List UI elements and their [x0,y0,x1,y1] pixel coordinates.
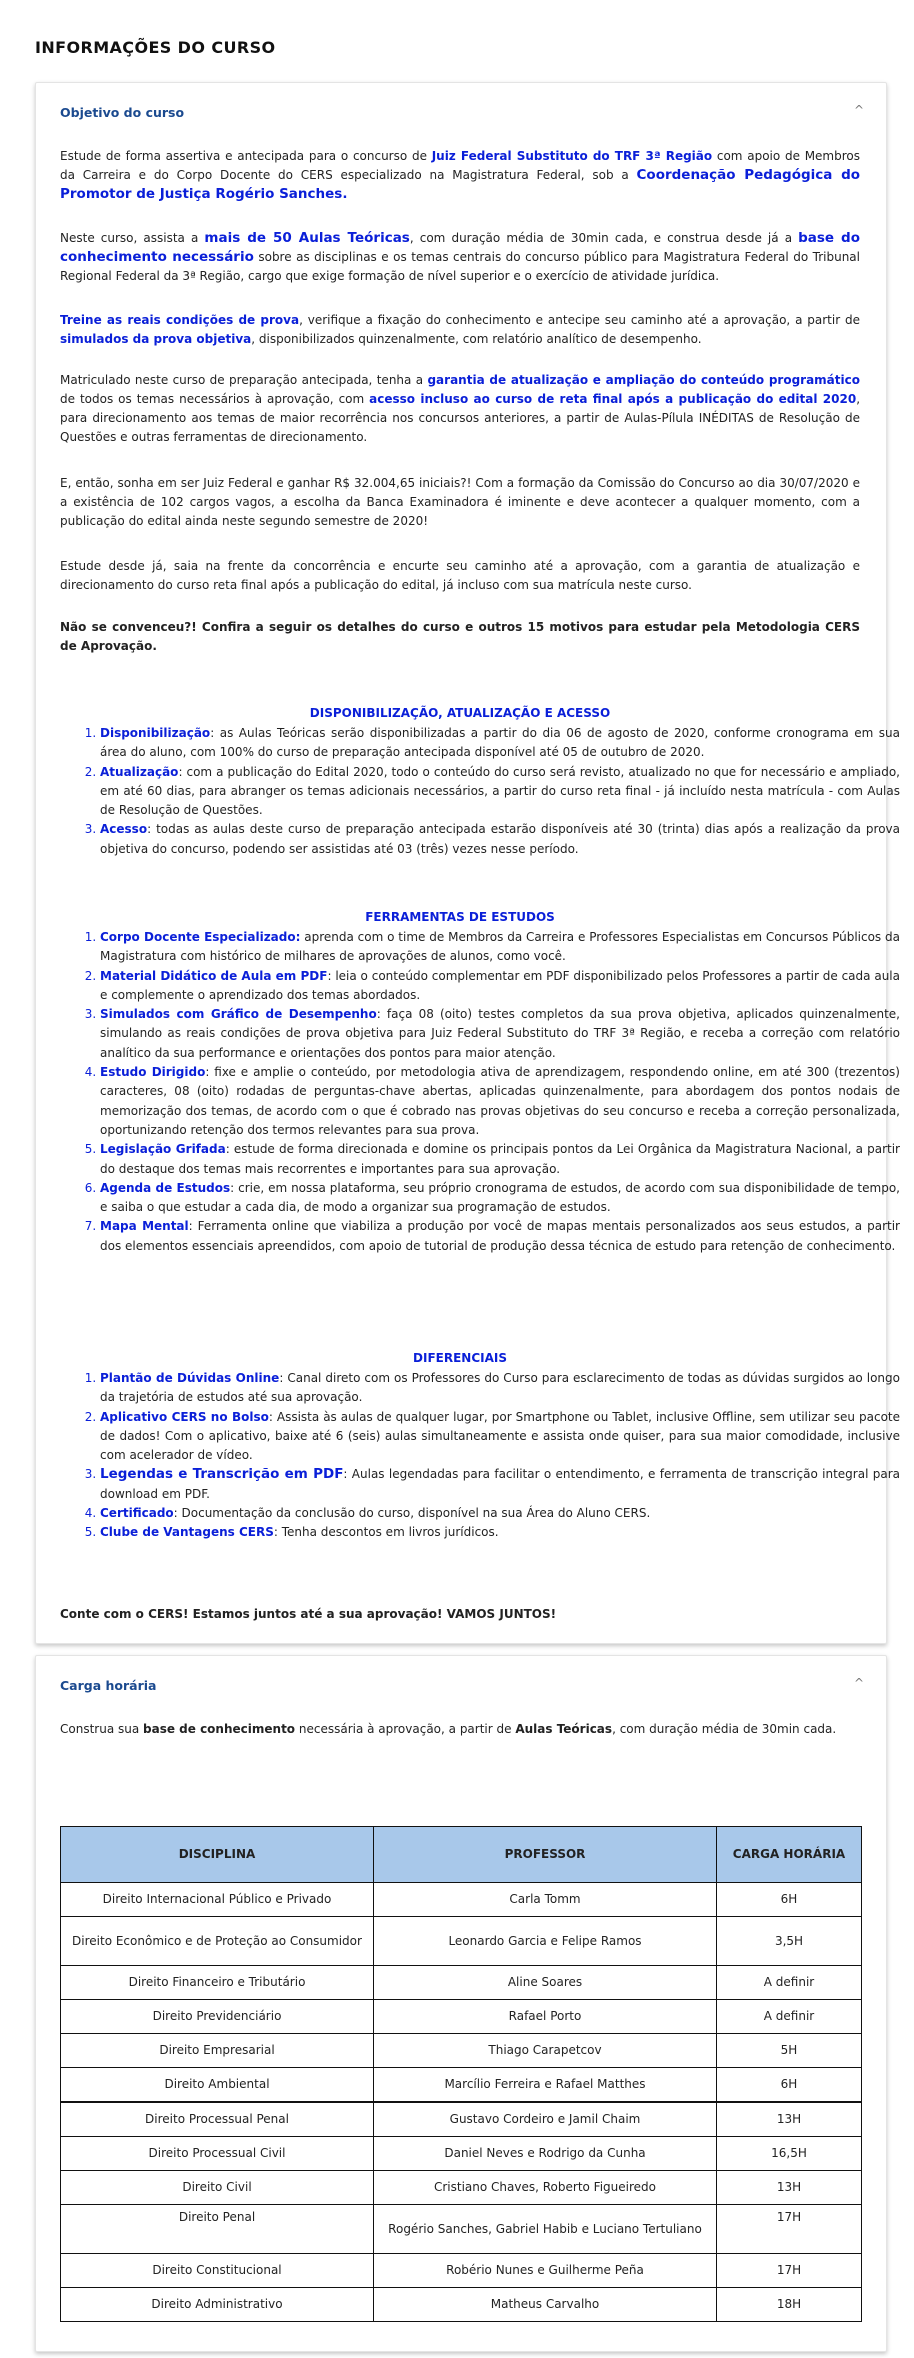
cell-carga: 13H [717,2171,862,2205]
cell-disciplina: Direito Financeiro e Tributário [61,1966,374,2000]
cell-professor: Leonardo Garcia e Felipe Ramos [374,1917,717,1966]
paragraph-juiz-federal: E, então, sonha em ser Juiz Federal e ganhar R$ 32.004,65 iniciais?! Com a formação da Comissão do Concurso ao dia 30/07/2020 e a existência de 102 cargos vagos, a escolha da Banca Examinadora é iminente e deve acontecer a qualquer momento, com a publicação do edital ainda neste segundo semestre de 2020! [60,476,860,528]
table-row [61,2254,862,2288]
cell-professor: Thiago Carapetcov [374,2034,717,2068]
table-row [61,1883,862,1917]
cell-professor: Daniel Neves e Rodrigo da Cunha [374,2137,717,2171]
cell-carga: 17H [717,2205,862,2254]
table-row [61,2288,862,2322]
section-heading-ferramentas: FERRAMENTAS DE ESTUDOS [365,910,555,924]
table-row [61,2000,862,2034]
cell-disciplina: Direito Ambiental [61,2068,374,2103]
list-item: 3. Legendas e Transcrição em PDF: Aulas legendadas para facilitar o entendimento, e ferramenta de transcrição integral para download em PDF. [100,1465,900,1504]
cell-disciplina: Direito Internacional Público e Privado [61,1883,374,1917]
list-item: 1. Plantão de Dúvidas Online: Canal direto com os Professores do Curso para esclarecimento de todas as dúvidas surgidos ao longo da trajetória de estudos até sua aprovação. [100,1369,900,1408]
objetivo-card-header[interactable]: Objetivo do curso [60,105,185,120]
list-item: 4. Certificado: Documentação da conclusão do curso, disponível na sua Área do Aluno CERS. [100,1504,900,1523]
table-row [61,1966,862,2000]
table-row [61,2034,862,2068]
table-header-row [61,1827,862,1883]
cell-disciplina: Direito Penal [61,2205,374,2254]
collapse-chevron-icon[interactable]: ^ [853,103,864,117]
section-heading-diferenciais: DIFERENCIAIS [413,1351,507,1365]
cell-disciplina: Direito Econômico e de Proteção ao Consumidor [61,1917,374,1966]
cell-professor: Cristiano Chaves, Roberto Figueiredo [374,2171,717,2205]
cell-disciplina: Direito Processual Civil [61,2137,374,2171]
list-item: 5. Legislação Grifada: estude de forma direcionada e domine os principais pontos da Lei Orgânica da Magistratura Nacional, a partir do destaque dos temas mais recorrentes e importantes para sua aprovação. [100,1140,900,1179]
cell-professor: Aline Soares [374,1966,717,2000]
list-item: 1. Disponibilização: as Aulas Teóricas serão disponibilizadas a partir do dia 06 de agosto de 2020, conforme cronograma em sua área do aluno, com 100% do curso de preparação antecipada disponível até 05 de outubro de 2020. [100,724,900,763]
table-row [61,2102,862,2137]
collapse-chevron-icon[interactable]: ^ [853,1676,864,1690]
table-row [61,1917,862,1966]
list-item: 3. Acesso: todas as aulas deste curso de preparação antecipada estarão disponíveis até 30 (trinta) dias após a realização da prova objetiva do concurso, podendo ser assistidas até 03 (três) vezes nesse período. [100,820,900,859]
list-item: 3. Simulados com Gráfico de Desempenho: faça 08 (oito) testes completos da sua prova objetiva, aplicados quinzenalmente, simulando as reais condições de prova objetiva para Juiz Federal Substituto do TRF 3ª Região, e receba a correção com relatório analítico da sua performance e orientações dos pontos para maior atenção. [100,1005,900,1063]
paragraph-estude: Estude desde já, saia na frente da concorrência e encurte seu caminho até a aprovação, com a garantia de atualização e direcionamento do curso reta final após a publicação do edital, já incluso com sua matrícula neste curso. [60,559,860,592]
paragraph-intro: Estude de forma assertiva e antecipada para o concurso de Juiz Federal Substituto do TRF 3ª Região com apoio de Membros da Carreira e do Corpo Docente do CERS especializado na Magistratura Federal, sob a Coordenação Pedagógica do Promotor de Justiça Rogério Sanches. [60,149,861,202]
carga-horaria-table [60,1826,862,2322]
cell-disciplina: Direito Processual Penal [61,2102,374,2137]
cell-carga: 16,5H [717,2137,862,2171]
list-item: 7. Mapa Mental: Ferramenta online que viabiliza a produção por você de mapas mentais personalizados aos seus estudos, a partir dos elementos essenciais apreendidos, com apoio de tutorial de produção dessa técnica de estudo para retenção de conhecimento. [100,1217,900,1256]
list-item: 1. Corpo Docente Especializado: aprenda com o time de Membros da Carreira e Professores Especialistas em Concursos Públicos da Magistratura com histórico de milhares de aprovações de alunos, como você. [100,928,900,967]
cell-carga: 6H [717,1883,862,1917]
paragraph-garantia: Matriculado neste curso de preparação antecipada, tenha a garantia de atualização e ampliação do conteúdo programático de todos os temas necessários à aprovação, com acesso incluso ao curso de reta final após a publicação do edital 2020, para direcionamento aos temas de maior recorrência nos concursos anteriores, a partir de Aulas-Pílula INÉDITAS de Resolução de Questões e outras ferramentas de direcionamento. [60,373,861,444]
cell-professor: Rafael Porto [374,2000,717,2034]
list-diferenciais [60,1369,900,1543]
objetivo-card [35,82,901,1644]
list-disponibilizacao [60,724,900,859]
cell-carga: 13H [717,2102,862,2137]
column-header-professor: PROFESSOR [374,1827,717,1883]
carga-horaria-card-header[interactable]: Carga horária [60,1678,157,1693]
section-heading-disponibilizacao: DISPONIBILIZAÇÃO, ATUALIZAÇÃO E ACESSO [309,706,611,720]
list-item: 6. Agenda de Estudos: crie, em nossa plataforma, seu próprio cronograma de estudos, de acordo com sua disponibilidade de tempo, e saiba o que estudar a cada dia, de modo a organizar sua programação de estudos. [100,1179,900,1218]
paragraph-convenceu: Não se convenceu?! Confira a seguir os detalhes do curso e outros 15 motivos para estudar pela Metodologia CERS de Aprovação. [60,620,860,653]
list-item: 5. Clube de Vantagens CERS: Tenha descontos em livros jurídicos. [100,1523,900,1542]
cell-carga: A definir [717,2000,862,2034]
table-row [61,2068,862,2103]
cell-professor: Robério Nunes e Guilherme Peña [374,2254,717,2288]
cell-disciplina: Direito Civil [61,2171,374,2205]
table-row [61,2171,862,2205]
table-row [61,2137,862,2171]
cell-professor: Marcílio Ferreira e Rafael Matthes [374,2068,717,2103]
cell-professor: Rogério Sanches, Gabriel Habib e Luciano Tertuliano [374,2205,717,2254]
list-ferramentas [60,928,900,1256]
cell-disciplina: Direito Empresarial [61,2034,374,2068]
paragraph-simulados: Treine as reais condições de prova, verifique a fixação do conhecimento e antecipe seu caminho até a aprovação, a partir de simulados da prova objetiva, disponibilizados quinzenalmente, com relatório analítico de desempenho. [60,313,860,346]
column-header-disciplina: DISCIPLINA [61,1827,374,1883]
page-title: INFORMAÇÕES DO CURSO [35,38,276,57]
cell-professor: Carla Tomm [374,1883,717,1917]
cell-disciplina: Direito Constitucional [61,2254,374,2288]
list-item: 4. Estudo Dirigido: fixe e amplie o conteúdo, por metodologia ativa de aprendizagem, respondendo online, em até 300 (trezentos) caracteres, 08 (oito) rodadas de perguntas-chave abertas, aplicadas quinzenalmente, para abordagem dos pontos nodais de memorização dos temas, de acordo com o que é cobrado nas provas objetivas do seu concurso e receba a correção personalizada, oportunizando retenção dos termos relevantes para sua prova. [100,1063,900,1140]
list-item: 2. Atualização: com a publicação do Edital 2020, todo o conteúdo do curso será revisto, atualizado no que for necessário e ampliado, em até 60 dias, para abranger os temas adicionais necessários, a partir do curso reta final - já incluído nesta matrícula - com Aulas de Resolução de Questões. [100,763,900,821]
table-row [61,2205,862,2254]
cell-disciplina: Direito Administrativo [61,2288,374,2322]
list-item: 2. Aplicativo CERS no Bolso: Assista às aulas de qualquer lugar, por Smartphone ou Tablet, inclusive Offline, sem utilizar seu pacote de dados! Com o aplicativo, baixe até 6 (seis) aulas simultaneamente e assista onde quiser, para sua maior comodidade, inclusive com acelerador de vídeo. [100,1408,900,1466]
cell-carga: A definir [717,1966,862,2000]
carga-intro: Construa sua base de conhecimento necessária à aprovação, a partir de Aulas Teóricas, com duração média de 30min cada. [60,1722,837,1736]
cell-professor: Gustavo Cordeiro e Jamil Chaim [374,2102,717,2137]
closing-message: Conte com o CERS! Estamos juntos até a sua aprovação! VAMOS JUNTOS! [60,1607,557,1621]
paragraph-aulas: Neste curso, assista a mais de 50 Aulas Teóricas, com duração média de 30min cada, e construa desde já a base do conhecimento necessário sobre as disciplinas e os temas centrais do concurso público para Magistratura Federal do Tribunal Regional Federal da 3ª Região, cargo que exige formação de nível superior e o exercício de atividade jurídica. [60,230,860,283]
cell-carga: 17H [717,2254,862,2288]
cell-disciplina: Direito Previdenciário [61,2000,374,2034]
cell-professor: Matheus Carvalho [374,2288,717,2322]
column-header-carga-horaria: CARGA HORÁRIA [717,1827,862,1883]
carga-horaria-card [35,1655,887,2352]
cell-carga: 18H [717,2288,862,2322]
cell-carga: 3,5H [717,1917,862,1966]
cell-carga: 6H [717,2068,862,2103]
list-item: 2. Material Didático de Aula em PDF: leia o conteúdo complementar em PDF disponibilizado pelos Professores a partir de cada aula e complemente o aprendizado dos temas abordados. [100,967,900,1006]
cell-carga: 5H [717,2034,862,2068]
